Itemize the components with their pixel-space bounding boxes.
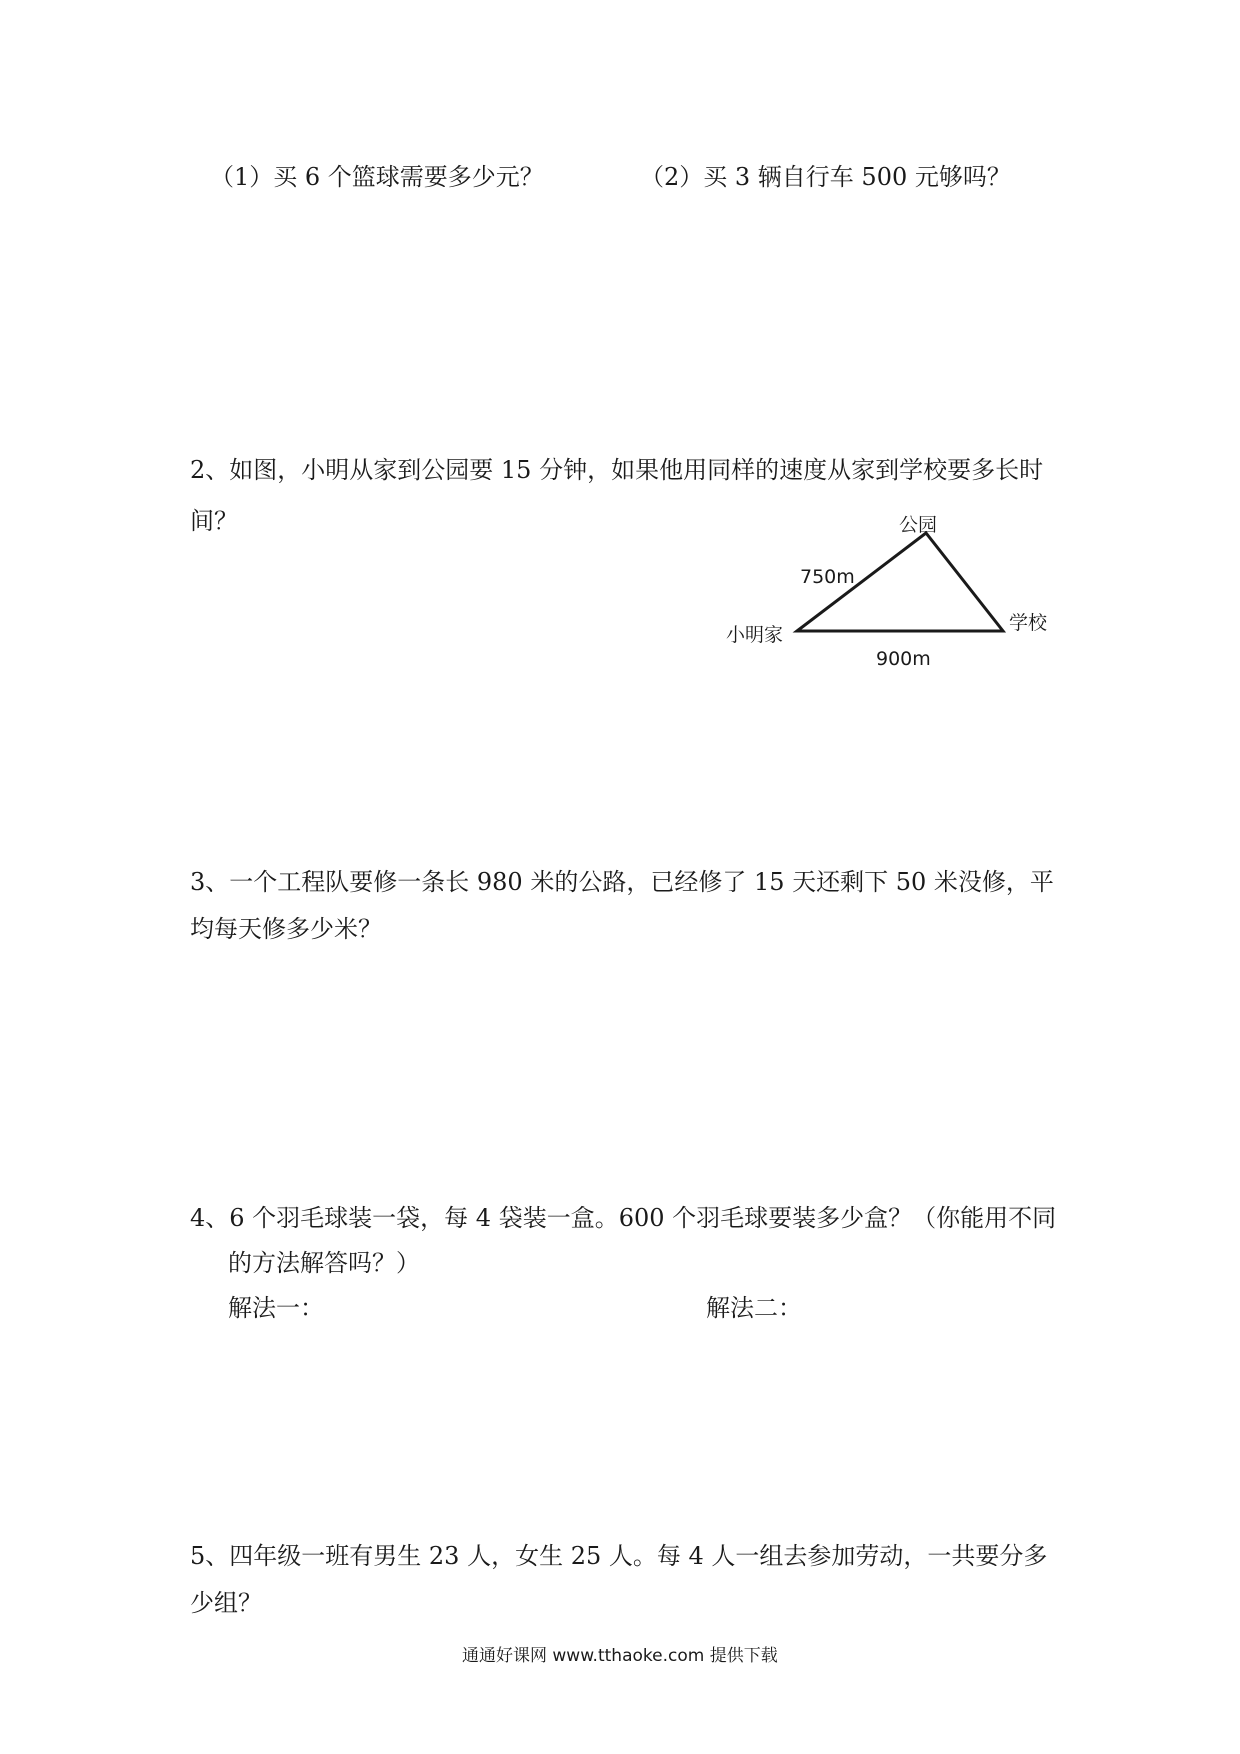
diagram-label-park: 公园 — [899, 514, 938, 536]
diagram-label-home-park: 750m — [800, 566, 855, 588]
problem4-line2: 的方法解答吗？） — [228, 1249, 420, 1277]
footer-credit: 通通好课网 www.tthaoke.com 提供下载 — [462, 1646, 778, 1666]
problem3-line2: 均每天修多少米？ — [190, 915, 382, 943]
problem2-line1: 2、如图，小明从家到公园要 15 分钟，如果他用同样的速度从家到学校要多长时 — [190, 456, 1044, 484]
problem4-method2: 解法二： — [706, 1294, 802, 1322]
problem4-line1: 4、6 个羽毛球装一袋，每 4 袋装一盒。600 个羽毛球要装多少盒？（你能用不同 — [190, 1204, 1057, 1232]
problem2-line2: 间？ — [190, 507, 238, 535]
problem3-line1: 3、一个工程队要修一条长 980 米的公路，已经修了 15 天还剩下 50 米没修，平 — [190, 868, 1054, 896]
diagram-label-school: 学校 — [1009, 612, 1048, 634]
problem5-line1: 5、四年级一班有男生 23 人，女生 25 人。每 4 人一组去参加劳动，一共要分多 — [190, 1542, 1048, 1570]
problem5-line2: 少组？ — [190, 1589, 262, 1617]
diagram-label-home: 小明家 — [726, 624, 784, 646]
problem4-method1: 解法一： — [228, 1294, 324, 1322]
diagram-label-home-school: 900m — [876, 648, 931, 670]
problem1-part2: （2）买 3 辆自行车 500 元够吗？ — [640, 163, 1011, 191]
problem1-part1: （1）买 6 个篮球需要多少元？ — [210, 163, 544, 191]
